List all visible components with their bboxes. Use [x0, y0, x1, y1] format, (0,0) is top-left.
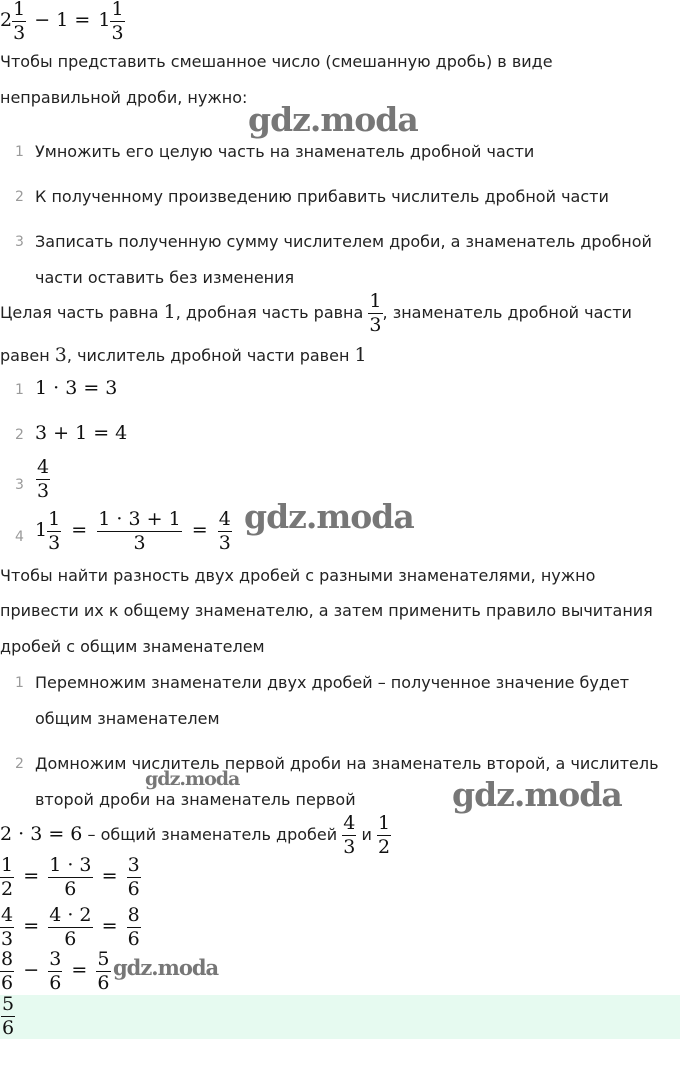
- watermark-logo: gdz.moda: [145, 768, 240, 790]
- step-text: Перемножим знаменатели двух дробей – полученное значение будет: [35, 673, 630, 692]
- denominator: 6: [64, 878, 77, 900]
- operator: =: [23, 915, 40, 937]
- diff-line-1: Чтобы найти разность двух дробей с разными знаменателями, нужно: [0, 566, 596, 585]
- calc-row-2: [0, 906, 141, 949]
- step-number: 1: [15, 675, 24, 691]
- numerator: 4: [37, 456, 50, 478]
- step-text-continued: части оставить без изменения: [35, 268, 295, 287]
- text: равен: [0, 346, 50, 365]
- text: и: [361, 825, 372, 844]
- denominator: 3: [218, 532, 231, 554]
- step-text: Домножим числитель первой дроби на знаменатель второй, а числитель: [35, 754, 659, 773]
- step-text: Записать полученную сумму числителем дроби, а знаменатель дробной: [35, 232, 652, 251]
- fraction: [12, 0, 26, 43]
- step-expression: [36, 458, 50, 501]
- math-expression: 2 · 3 = 6: [0, 823, 83, 845]
- denominator: 6: [97, 972, 110, 994]
- fraction: [48, 950, 62, 993]
- numerator: 4 · 2: [49, 904, 92, 926]
- denominator: 6: [49, 972, 62, 994]
- fraction: [110, 0, 124, 43]
- fraction: [127, 906, 141, 949]
- step-number: 2: [15, 756, 24, 772]
- denominator: 3: [13, 22, 26, 44]
- fraction: [36, 458, 50, 501]
- operator: =: [71, 959, 88, 981]
- operator: =: [101, 865, 118, 887]
- fraction: [97, 510, 181, 553]
- denominator: 3: [37, 480, 50, 502]
- operator: =: [23, 865, 40, 887]
- step-number: 3: [15, 234, 24, 250]
- math-value: 3: [54, 344, 67, 366]
- common-denominator-line: [0, 814, 391, 857]
- step-expression: [35, 510, 232, 553]
- fraction: [342, 814, 356, 857]
- fraction: [1, 995, 15, 1038]
- watermark-logo: gdz.moda: [248, 100, 418, 139]
- operator: =: [101, 915, 118, 937]
- denominator: 6: [2, 1017, 15, 1039]
- denominator: 2: [1, 878, 14, 900]
- watermark-logo: gdz.moda: [244, 497, 414, 536]
- step-text-continued: второй дроби на знаменатель первой: [35, 790, 356, 809]
- answer-fraction: [1, 995, 15, 1038]
- step-text: Умножить его целую часть на знаменатель дробной части: [35, 142, 535, 161]
- operator: =: [191, 519, 208, 541]
- step-number: 1: [15, 144, 24, 160]
- fraction: [0, 950, 14, 993]
- numerator: 1: [13, 0, 26, 20]
- numerator: 5: [97, 948, 110, 970]
- text: , знаменатель дробной части: [382, 303, 632, 322]
- fraction: [0, 906, 14, 949]
- numerator: 8: [1, 948, 14, 970]
- numerator: 1: [1, 854, 14, 876]
- numerator: 4: [1, 904, 14, 926]
- numerator: 4: [343, 812, 356, 834]
- fraction: [377, 814, 391, 857]
- fraction: [48, 906, 92, 949]
- numerator: 1: [369, 290, 382, 312]
- top-expression: [0, 0, 125, 43]
- text: Целая часть равна: [0, 303, 159, 322]
- step-number: 3: [15, 477, 24, 493]
- math-value: 1: [354, 344, 367, 366]
- step-expression: 3 + 1 = 4: [35, 422, 128, 444]
- text: , числитель дробной части равен: [66, 346, 350, 365]
- denominator: 3: [1, 928, 14, 950]
- diff-line-2: привести их к общему знаменателю, а затем применить правило вычитания: [0, 601, 653, 620]
- step-number: 1: [15, 382, 24, 398]
- step-number: 2: [15, 189, 24, 205]
- step-text: К полученному произведению прибавить числитель дробной части: [35, 187, 609, 206]
- diff-line-3: дробей с общим знаменателем: [0, 637, 265, 656]
- math-value: 1: [163, 301, 176, 323]
- values-line-1: [0, 292, 632, 335]
- fraction: [218, 510, 232, 553]
- step-expression: 1 · 3 = 3: [35, 377, 118, 399]
- numerator: 4: [218, 508, 231, 530]
- step-number: 4: [15, 529, 24, 545]
- watermark-logo: gdz.moda: [452, 775, 622, 814]
- whole-part: 2: [0, 9, 13, 31]
- values-line-2: [0, 344, 367, 366]
- text: – общий знаменатель дробей: [87, 825, 338, 844]
- intro-line-2: неправильной дроби, нужно:: [0, 88, 248, 107]
- text: , дробная часть равна: [175, 303, 364, 322]
- numerator: 3: [49, 948, 62, 970]
- numerator: 8: [127, 904, 140, 926]
- watermark-logo: gdz.moda: [113, 955, 219, 980]
- denominator: 6: [127, 878, 140, 900]
- denominator: 6: [127, 928, 140, 950]
- numerator: 1 · 3 + 1: [98, 508, 181, 530]
- numerator: 1: [48, 508, 61, 530]
- denominator: 3: [343, 836, 356, 858]
- denominator: 2: [377, 836, 391, 858]
- intro-line-1: Чтобы представить смешанное число (смешанную дробь) в виде: [0, 52, 553, 71]
- numerator: 1: [377, 812, 391, 834]
- operator: − 1 =: [34, 9, 91, 31]
- whole-part: 1: [35, 519, 48, 541]
- numerator: 5: [2, 993, 15, 1015]
- fraction: [48, 856, 92, 899]
- step-number: 2: [15, 427, 24, 443]
- fraction: [0, 856, 14, 899]
- step-text-continued: общим знаменателем: [35, 709, 220, 728]
- denominator: 6: [1, 972, 14, 994]
- fraction: [47, 510, 61, 553]
- denominator: 6: [64, 928, 77, 950]
- numerator: 1: [111, 0, 124, 20]
- calc-row-3: [0, 950, 111, 993]
- numerator: 1 · 3: [49, 854, 92, 876]
- operator: =: [71, 519, 88, 541]
- fraction: [368, 292, 382, 335]
- fraction: [127, 856, 141, 899]
- answer-box: [0, 995, 680, 1039]
- fraction: [96, 950, 110, 993]
- denominator: 3: [369, 314, 382, 336]
- whole-part: 1: [98, 9, 111, 31]
- numerator: 3: [127, 854, 140, 876]
- calc-row-1: [0, 856, 141, 899]
- operator: −: [23, 959, 40, 981]
- denominator: 3: [48, 532, 61, 554]
- denominator: 3: [111, 22, 124, 44]
- denominator: 3: [133, 532, 146, 554]
